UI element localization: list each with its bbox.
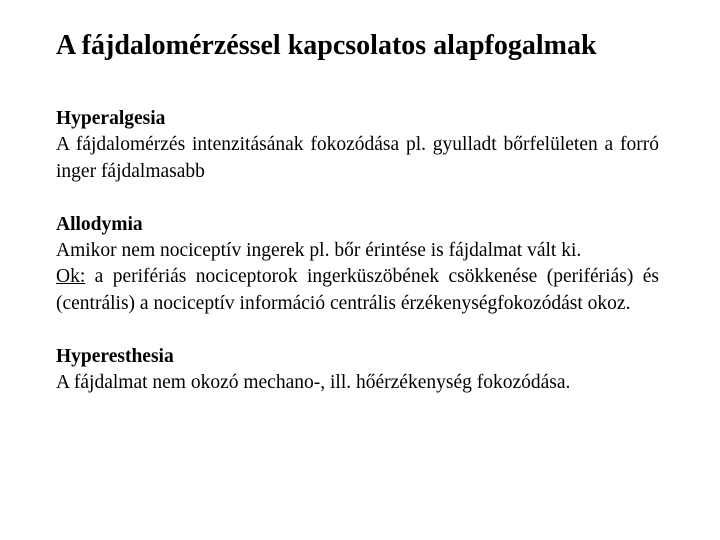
term-heading: Hyperesthesia — [56, 345, 174, 367]
cause-text: a perifériás nociceptorok ingerküszöbének csökkenése (perifériás) és (centrális) a nociceptív információ centrális érzékenységfokozódást okoz. — [56, 266, 659, 314]
term-heading: Allodymia — [56, 213, 143, 235]
section-hyperalgesia — [56, 106, 659, 185]
slide-content — [56, 106, 659, 396]
cause-paragraph — [56, 264, 659, 317]
section-allodymia — [56, 212, 659, 318]
term-definition: A fájdalomérzés intenzitásának fokozódása pl. gyulladt bőrfelületen a forró inger fájdalmasabb — [56, 134, 659, 182]
term-definition: Amikor nem nociceptív ingerek pl. bőr érintése is fájdalmat vált ki. — [56, 240, 582, 262]
cause-label: Ok: — [56, 266, 86, 288]
term-definition: A fájdalmat nem okozó mechano-, ill. hőérzékenység fokozódása. — [56, 372, 571, 394]
slide-title: A fájdalomérzéssel kapcsolatos alapfogalmak — [56, 30, 597, 61]
section-hyperesthesia — [56, 344, 659, 397]
term-heading: Hyperalgesia — [56, 108, 166, 129]
